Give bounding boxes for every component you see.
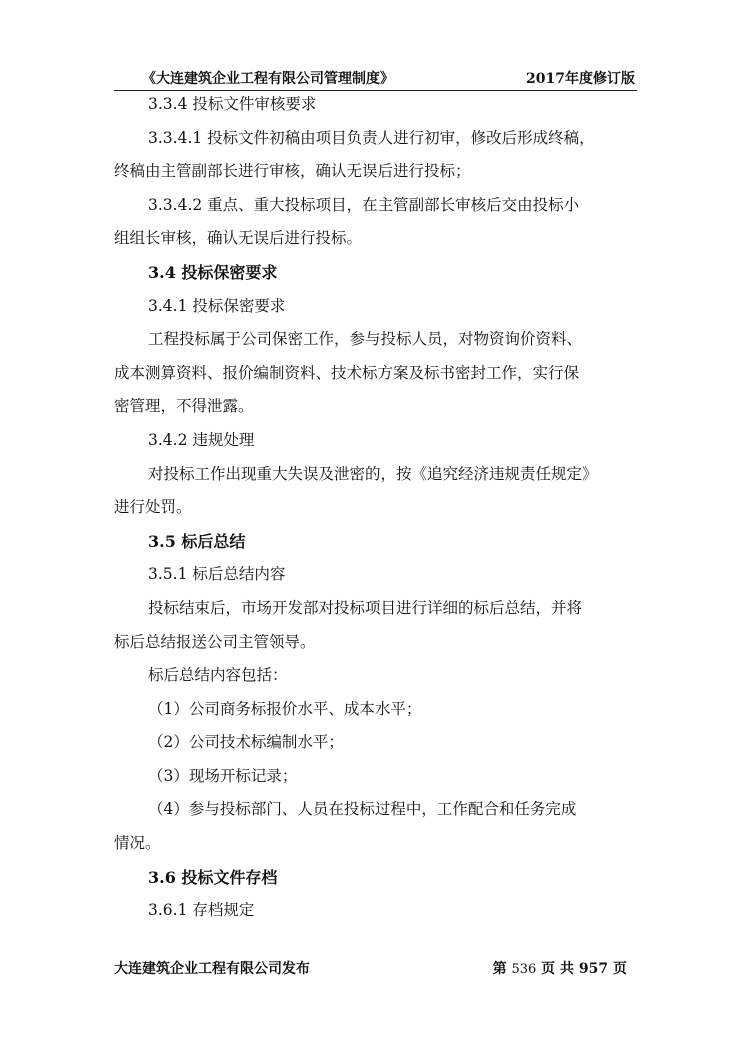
page-current: 536: [511, 962, 537, 977]
page-suffix: 页: [613, 961, 627, 977]
paragraph-line: 投标结束后，市场开发部对投标项目进行详细的标后总结，并将: [148, 598, 583, 617]
paragraph-line: 终稿由主管副部长进行审核，确认无误后进行投标；: [114, 162, 471, 181]
paragraph-line: 3.3.4.2 重点、重大投标项目，在主管副部长审核后交由投标小: [148, 195, 580, 214]
paragraph-line: 标后总结报送公司主管领导。: [114, 632, 316, 651]
subsection-heading: 3.5.1 标后总结内容: [148, 565, 286, 584]
section-heading: 3.5 标后总结: [148, 531, 246, 551]
section-heading: 3.6 投标文件存档: [148, 867, 278, 887]
paragraph-line: 标后总结内容包括：: [148, 666, 288, 685]
header-version: 2017年度修订版: [526, 71, 635, 87]
subsection-heading: 3.4.2 违规处理: [148, 430, 255, 449]
list-item: （3）现场开标记录；: [148, 766, 298, 785]
list-item: （1）公司商务标报价水平、成本水平；: [148, 699, 422, 718]
subsection-heading: 3.6.1 存档规定: [148, 901, 255, 920]
paragraph-line: 进行处罚。: [114, 498, 192, 517]
page-total: 957: [578, 961, 609, 977]
list-item: （4）参与投标部门、人员在投标过程中，工作配合和任务完成: [148, 800, 577, 819]
body-content: [114, 88, 637, 928]
section-heading: 3.4 投标保密要求: [148, 262, 278, 282]
page-mid: 页 共: [541, 961, 575, 977]
paragraph-line: 工程投标属于公司保密工作，参与投标人员，对物资询价资料、: [148, 330, 583, 349]
paragraph-line: 成本测算资料、报价编制资料、技术标方案及标书密封工作，实行保: [114, 363, 580, 382]
subsection-heading: 3.3.4 投标文件审核要求: [148, 95, 317, 113]
list-item: （2）公司技术标编制水平；: [148, 733, 344, 752]
paragraph-line: 密管理，不得泄露。: [114, 397, 254, 416]
header-title: 《大连建筑企业工程有限公司管理制度》: [142, 71, 394, 87]
paragraph-line: 对投标工作出现重大失误及泄密的，按《追究经济违规责任规定》: [148, 464, 598, 483]
page-counter: [493, 958, 627, 978]
subsection-heading: 3.4.1 投标保密要求: [148, 296, 286, 315]
page-header: [114, 62, 637, 91]
page-prefix: 第: [492, 961, 507, 977]
paragraph-line: 3.3.4.1 投标文件初稿由项目负责人进行初审，修改后形成终稿，: [148, 128, 595, 147]
paragraph-line: 组组长审核，确认无误后进行投标。: [114, 229, 363, 248]
paragraph-line: 情况。: [114, 834, 161, 853]
footer-publisher: 大连建筑企业工程有限公司发布: [114, 961, 310, 977]
